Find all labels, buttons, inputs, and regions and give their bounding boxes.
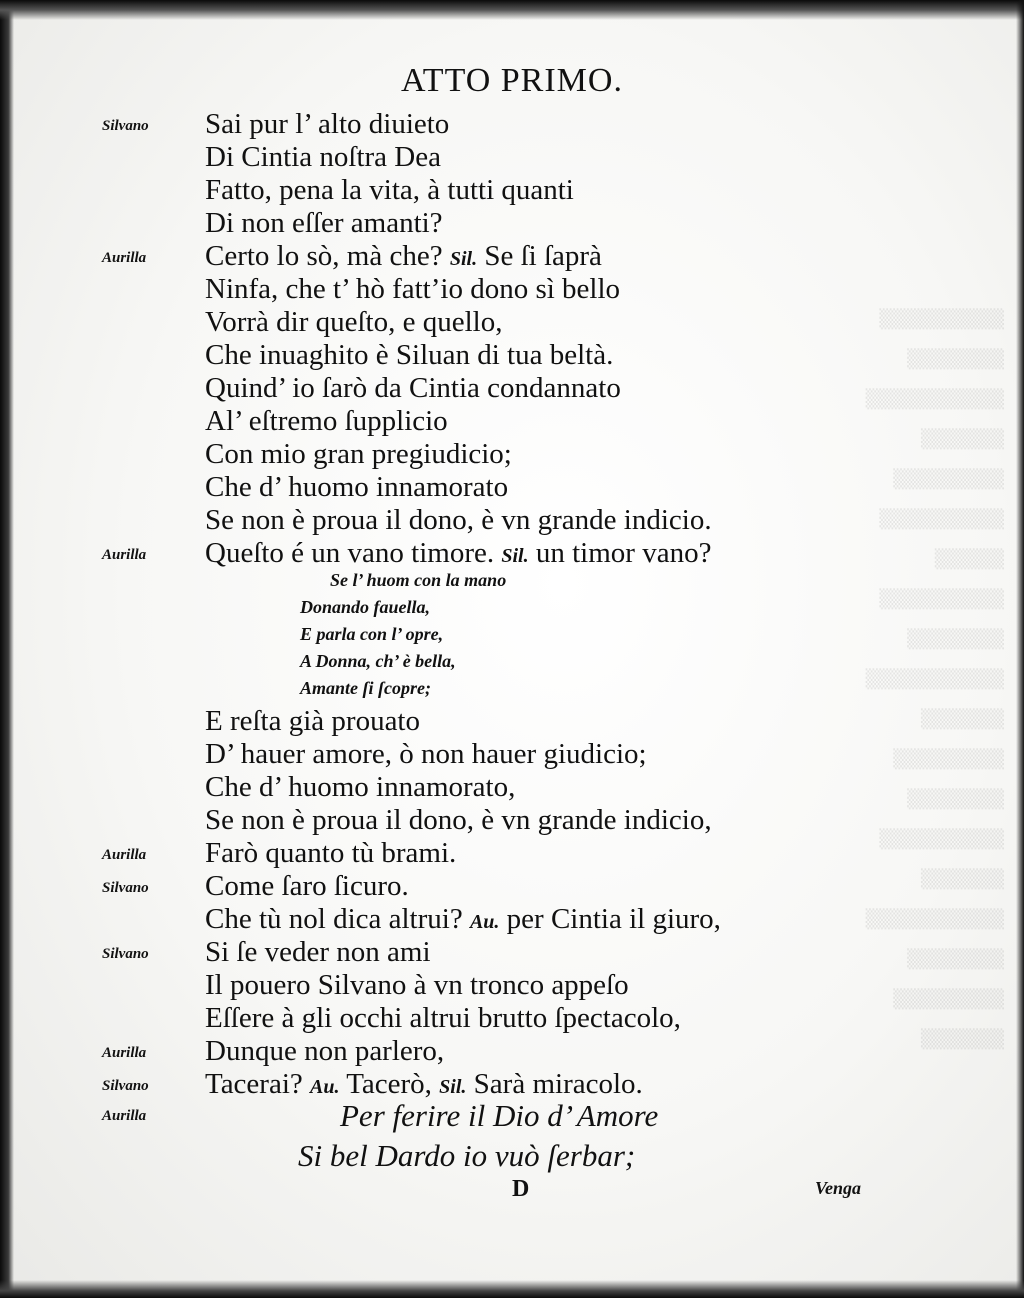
scan-border-left (0, 0, 14, 1298)
speaker-label: Aurilla (102, 1108, 147, 1124)
song-line: Amante ſi ſcopre; (300, 678, 431, 698)
line-text: Sai pur l’ alto diuieto (205, 108, 450, 140)
line-text: Eſſere à gli occhi altrui brutto ſpectacolo, (205, 1002, 681, 1034)
verse-line (205, 837, 456, 870)
verse-line (205, 240, 602, 273)
line-text: Ninfa, che t’ hò fatt’io dono sì bello (205, 273, 621, 305)
speaker-label: Aurilla (102, 847, 147, 863)
verse-line (205, 405, 448, 438)
line-text: E reſta già prouato (205, 705, 420, 737)
song-line: Se l’ huom con la mano (330, 570, 507, 590)
scan-border-top (0, 0, 1024, 20)
scan-border-right (1016, 0, 1024, 1298)
line-text: un timor vano? (528, 537, 712, 569)
verse-line (205, 372, 621, 405)
line-text: D’ hauer amore, ò non hauer giudicio; (205, 738, 647, 770)
song-line: A Donna, ch’ è bella, (300, 651, 456, 671)
speaker-label: Aurilla (102, 547, 147, 563)
line-text: Che d’ huomo innamorato (205, 471, 509, 503)
speaker-label: Silvano (102, 946, 149, 962)
aria-line: Si bel Dardo io vuò ſerbar; (298, 1138, 636, 1173)
line-text: Se non è proua il dono, è vn grande indicio. (205, 504, 712, 536)
verse-line (205, 471, 508, 504)
verse-line (205, 306, 502, 339)
speaker-label: Aurilla (102, 1045, 147, 1061)
speaker-label: Silvano (102, 1078, 149, 1094)
song-line: E parla con l’ opre, (300, 624, 444, 644)
line-text: Quind’ io ſarò da Cintia condannato (205, 372, 621, 404)
line-text: Tacerai? (205, 1068, 311, 1100)
signature-mark: D (512, 1176, 530, 1202)
catchword: Venga (815, 1178, 862, 1198)
speaker-label: Silvano (102, 880, 149, 896)
line-text: Come ſaro ſicuro. (205, 870, 409, 902)
line-text: Sarà miracolo. (466, 1068, 643, 1100)
line-text: per Cintia il giuro, (499, 903, 721, 935)
verse-line (205, 1002, 681, 1035)
line-text: Se ſi ſaprà (477, 240, 602, 272)
line-text: Che inuaghito è Siluan di tua beltà. (205, 339, 614, 371)
verse-line (205, 771, 515, 804)
verse-line (205, 705, 420, 738)
verse-line (205, 141, 441, 174)
speaker-label: Silvano (102, 118, 149, 134)
scan-border-bottom (0, 1280, 1024, 1298)
line-text: Fatto, pena la vita, à tutti quanti (205, 174, 574, 206)
line-text: Con mio gran pregiudicio; (205, 438, 512, 470)
verse-line (205, 1035, 444, 1068)
verse-line (205, 870, 409, 903)
verse-line (205, 174, 574, 207)
speaker-abbreviation: Au. (310, 1076, 340, 1098)
song-line: Donando fauella, (300, 597, 431, 617)
line-text: Vorrà dir queſto, e quello, (205, 306, 503, 338)
line-text: Tacerò, (339, 1068, 440, 1100)
speaker-label: Aurilla (102, 250, 147, 266)
line-text: Si ſe veder non ami (205, 936, 431, 968)
page-header: ATTO PRIMO. (401, 62, 623, 99)
verse-line (205, 537, 711, 570)
line-text: Queſto é un vano timore. (205, 537, 502, 569)
speaker-abbreviation: Au. (469, 911, 500, 933)
verse-line (205, 108, 449, 141)
verse-line (205, 207, 443, 240)
verse-line (205, 903, 721, 936)
speaker-abbreviation: Sil. (501, 545, 529, 567)
verse-line (205, 504, 712, 537)
verse-line (205, 738, 647, 771)
line-text: Farò quanto tù brami. (205, 837, 457, 869)
aria-line: Per ferire il Dio d’ Amore (340, 1098, 659, 1133)
verse-line (205, 1068, 643, 1101)
line-text: Di non eſſer amanti? (205, 207, 443, 239)
line-text: Di Cintia noſtra Dea (205, 141, 441, 173)
verse-line (205, 936, 431, 969)
verse-line (205, 969, 629, 1002)
speaker-abbreviation: Sil. (449, 248, 478, 270)
verse-line (205, 804, 712, 837)
line-text: Se non è proua il dono, è vn grande indicio, (205, 804, 712, 836)
verse-line (205, 273, 620, 306)
speaker-abbreviation: Sil. (439, 1076, 467, 1098)
verse-line (205, 339, 613, 372)
line-text: Al’ eſtremo ſupplicio (205, 405, 448, 437)
line-text: Certo lo sò, mà che? (205, 240, 450, 272)
show-through-texture: ▒▒▒▒▒▒▒▒▒ ▒▒▒▒▒▒▒ ▒▒▒▒▒▒▒▒▒▒ ▒▒▒▒▒▒ ▒▒▒▒▒▒▒▒ ▒▒▒▒▒▒▒▒▒ ▒▒▒▒▒ ▒▒▒▒▒▒▒▒▒ ▒▒▒▒▒▒▒ ▒▒▒▒▒▒▒▒▒▒ ▒▒▒▒▒▒ ▒▒▒▒▒▒▒▒ ▒▒▒▒▒▒▒ ▒▒▒▒▒▒▒▒▒ ▒▒▒▒▒▒ ▒▒▒▒▒▒▒▒▒▒ ▒▒▒▒▒▒▒ ▒▒▒▒▒▒▒▒ ▒▒▒▒▒▒ (865, 309, 1004, 1050)
line-text: Che d’ huomo innamorato, (205, 771, 516, 803)
verse-line (205, 438, 512, 471)
line-text: Che tù nol dica altrui? (205, 903, 470, 935)
line-text: Dunque non parlero, (205, 1035, 445, 1067)
line-text: Il pouero Silvano à vn tronco appeſo (205, 969, 629, 1001)
